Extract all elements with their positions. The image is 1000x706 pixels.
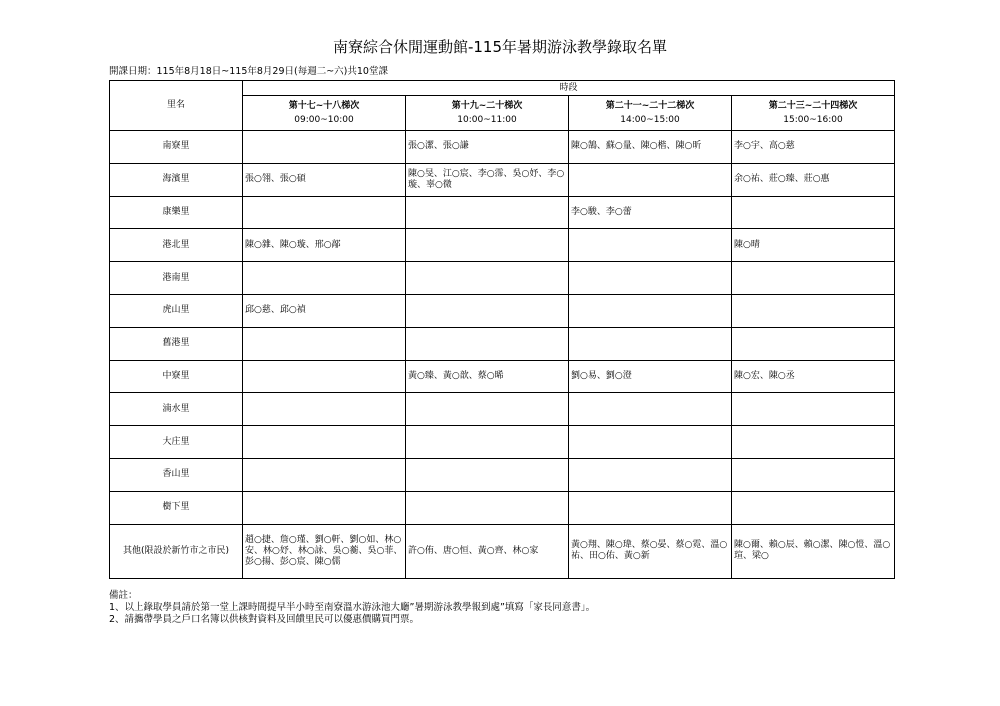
student-names [406,196,569,229]
student-names [569,393,732,426]
student-names [569,294,732,327]
table-row [110,426,895,459]
village-column-header: 里名 [110,81,243,131]
table-row [110,458,895,491]
village-name: 港南里 [110,262,243,295]
page-title: 南寮綜合休閒運動館-115年暑期游泳教學錄取名單 [332,38,668,56]
table-row [110,262,895,295]
student-names [243,262,406,295]
student-names [243,196,406,229]
student-names: 趙○捷、詹○瑾、劉○軒、劉○如、林○安、林○妤、林○詠、吳○蘅、吳○菲、彭○揚、彭○宸、陳○儒 [243,524,406,578]
village-name: 香山里 [110,458,243,491]
student-names [406,327,569,360]
table-row [110,131,895,164]
student-names: 陳○鵠、蘇○量、陳○楷、陳○昕 [569,131,732,164]
slot-session: 第十九~二十梯次 [451,101,523,111]
student-names [243,458,406,491]
student-names: 陳○旻、江○宸、李○霈、吳○妤、李○璇、辜○微 [406,163,569,196]
village-name: 康樂里 [110,196,243,229]
student-names [732,491,895,524]
student-names: 李○駿、李○蕾 [569,196,732,229]
village-name: 港北里 [110,229,243,262]
student-names [243,131,406,164]
slot-time: 14:00~15:00 [620,115,680,125]
student-names [569,163,732,196]
student-names [732,327,895,360]
student-names [406,426,569,459]
student-names [732,393,895,426]
student-names [406,458,569,491]
student-names: 張○翎、張○碩 [243,163,406,196]
slot-session: 第十七~十八梯次 [288,101,360,111]
student-names: 陳○爾、賴○辰、賴○潔、陳○愷、溫○瑄、梁○ [732,524,895,578]
table-row [110,196,895,229]
student-names: 陳○宏、陳○丞 [732,360,895,393]
student-names [406,262,569,295]
student-names [732,294,895,327]
student-names [406,491,569,524]
village-name: 南寮里 [110,131,243,164]
student-names: 許○侑、唐○恒、黃○齊、林○家 [406,524,569,578]
admission-roster-table [109,80,895,579]
student-names [406,393,569,426]
slot-time: 10:00~11:00 [457,115,517,125]
student-names [243,426,406,459]
student-names [569,262,732,295]
student-names [569,491,732,524]
slot-time: 15:00~16:00 [783,115,843,125]
village-name: 海濱里 [110,163,243,196]
student-names [569,426,732,459]
course-period: 開課日期：115年8月18日~115年8月29日(每週二~六)共10堂課 [109,66,388,77]
student-names [243,491,406,524]
student-names: 劉○易、劉○澄 [569,360,732,393]
note-item: 1、以上錄取學員請於第一堂上課時間提早半小時至南寮溫水游泳池大廳”暑期游泳教學報到處”填寫「家長同意書」。 [109,602,596,613]
table-row [110,491,895,524]
student-names [243,327,406,360]
slot-header [569,96,732,131]
notes-heading: 備註： [109,590,138,601]
slot-header [406,96,569,131]
student-names [732,426,895,459]
village-name: 舊港里 [110,327,243,360]
notes-section [109,590,595,626]
village-name: 樹下里 [110,491,243,524]
village-name: 其他(限設於新竹市之市民) [110,524,243,578]
student-names [732,196,895,229]
table-row [110,229,895,262]
note-item: 2、請攜帶學員之戶口名簿以供核對資料及回饋里民可以優惠價購買門票。 [109,614,420,625]
table-row [110,393,895,426]
student-names: 黃○臻、黃○歆、蔡○晞 [406,360,569,393]
student-names: 邱○慈、邱○禎 [243,294,406,327]
student-names [569,327,732,360]
slot-time: 09:00~10:00 [294,115,354,125]
student-names [406,229,569,262]
slot-session: 第二十三~二十四梯次 [768,101,858,111]
student-names [732,458,895,491]
village-name: 大庄里 [110,426,243,459]
student-names: 余○祐、莊○臻、莊○惠 [732,163,895,196]
student-names: 黃○翔、陳○瑋、蔡○晏、蔡○霓、溫○祐、田○佑、黃○新 [569,524,732,578]
table-row [110,360,895,393]
slot-session: 第二十一~二十二梯次 [605,101,695,111]
student-names: 陳○晴 [732,229,895,262]
village-name: 湳水里 [110,393,243,426]
table-row [110,163,895,196]
student-names: 李○宇、高○慈 [732,131,895,164]
period-header: 時段 [243,81,895,96]
village-name: 虎山里 [110,294,243,327]
student-names [243,393,406,426]
student-names [569,229,732,262]
student-names [569,458,732,491]
slot-header [732,96,895,131]
slot-header [243,96,406,131]
table-row [110,524,895,578]
student-names [732,262,895,295]
table-row [110,294,895,327]
village-name: 中寮里 [110,360,243,393]
student-names [406,294,569,327]
table-row [110,327,895,360]
student-names [243,360,406,393]
student-names: 陳○雜、陳○璇、邢○鄗 [243,229,406,262]
student-names: 張○潔、張○謙 [406,131,569,164]
